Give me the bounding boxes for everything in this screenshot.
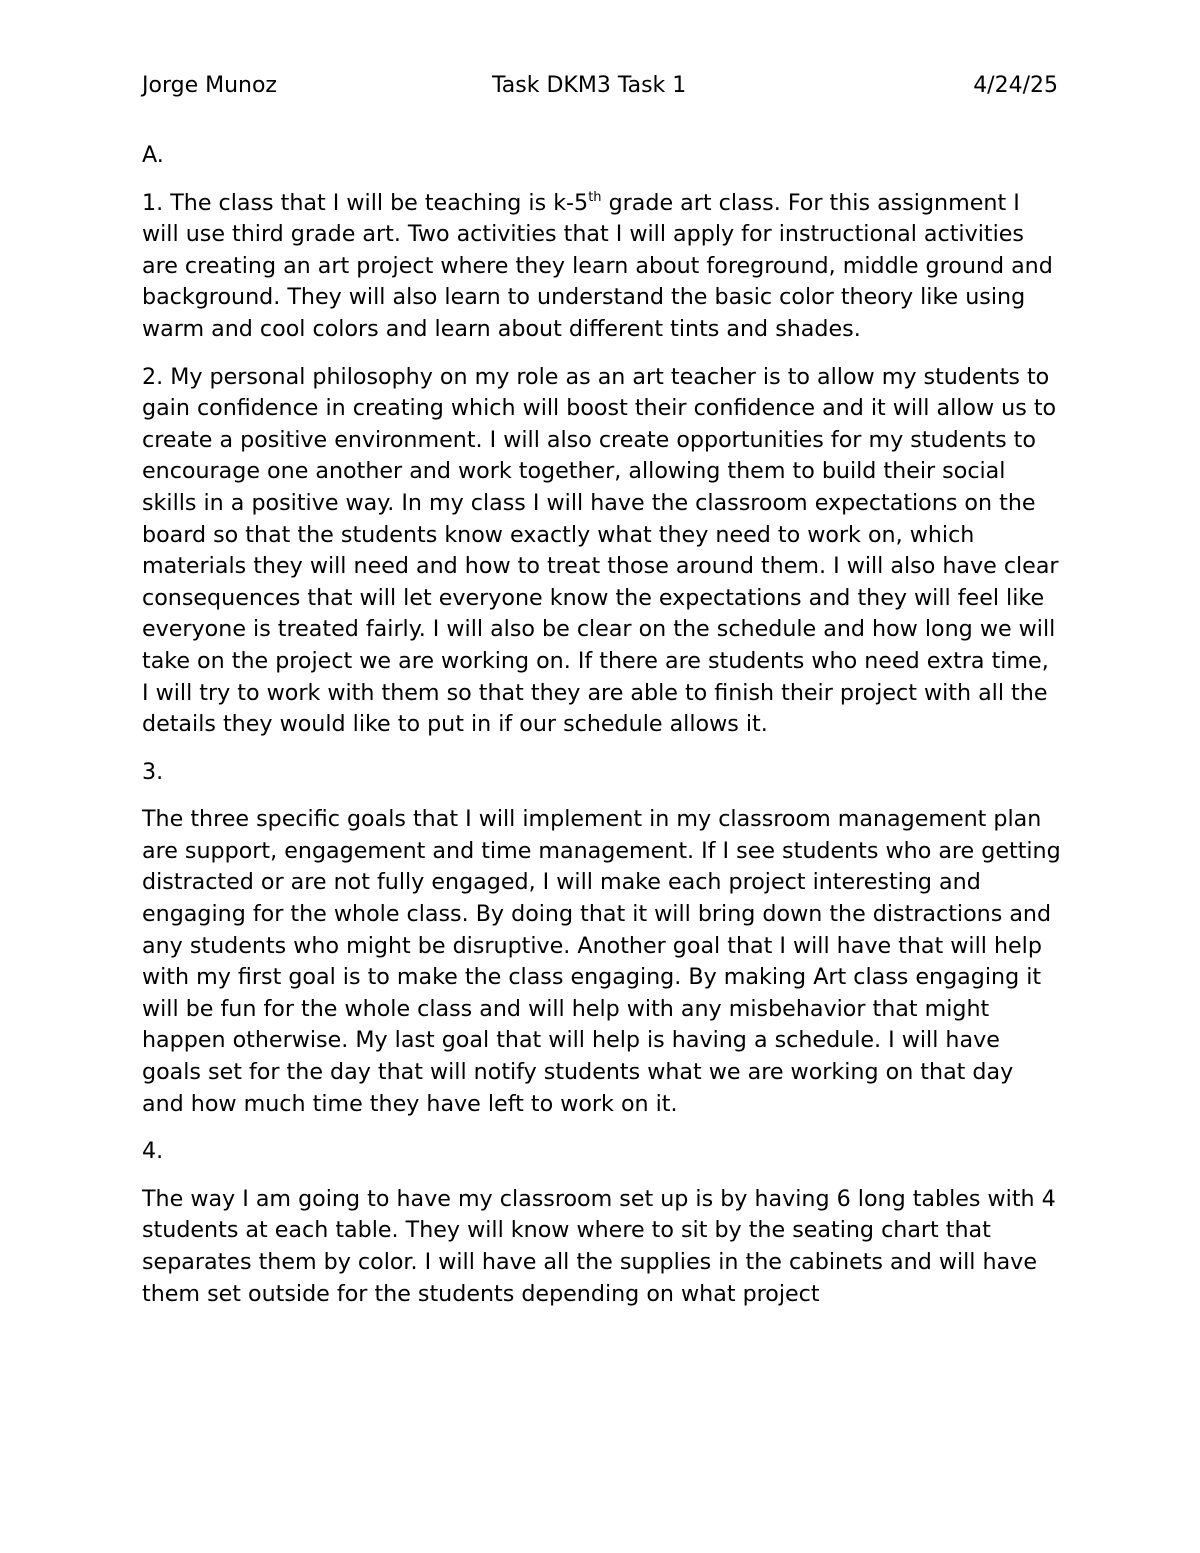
task-title: Task DKM3 Task 1 [492,73,687,98]
paragraph-1-text-start: 1. The class that I will be teaching is k-5 [142,189,589,216]
paragraph-1 [142,188,1062,346]
page-header [142,70,1060,102]
paragraph-3: The three specific goals that I will implement in my classroom management plan are support, engagement and time management. If I see students who are getting distracted or are not fully engaged, I will make each project interesting and engaging for the whole class. By doing that it will bring down the distractions and any students who might be disruptive. Another goal that I will have that will help with my first goal is to make the class engaging. By making Art class engaging it will be fun for the whole class and will help with any misbehavior that might happen otherwise. My last goal that will help is having a schedule. I will have goals set for the day that will notify students what we are working on that day and how much time they have left to work on it. [142,806,1061,1117]
paragraph-2: 2. My personal philosophy on my role as an art teacher is to allow my students to gain confidence in creating which will boost their confidence and it will allow us to create a positive environment. I will also create opportunities for my students to encourage one another and work together, allowing them to build their social skills in a positive way. In my class I will have the classroom expectations on the board so that the students know exactly what they need to work on, which materials they will need and how to treat those around them. I will also have clear consequences that will let everyone know the expectations and they will feel like everyone is treated fairly. I will also be clear on the schedule and how long we will take on the project we are working on. If there are students who need extra time, I will try to work with them so that they are able to finish their project with all the details they would like to put in if our schedule allows it. [142,363,1059,738]
paragraph-1-text-end: grade art class. For this assignment I will use third grade art. Two activities that I will apply for instructional activities are creating an art project where they learn about foreground, middle ground and background. They will also learn to understand the basic color theory like using warm and cool colors and learn about different tints and shades. [142,189,1053,342]
document-date: 4/24/25 [973,73,1058,98]
ordinal-superscript: th [588,189,602,205]
paragraph-4-label: 4. [142,1138,164,1165]
paragraph-3-label: 3. [142,758,164,785]
author-name: Jorge Munoz [142,73,277,98]
paragraph-4: The way I am going to have my classroom set up is by having 6 long tables with 4 students at each table. They will know where to sit by the seating chart that separates them by color. I will have all the supplies in the cabinets and will have them set outside for the students depending on what project [142,1185,1056,1307]
document-body [142,140,1062,1326]
section-label: A. [142,142,164,168]
